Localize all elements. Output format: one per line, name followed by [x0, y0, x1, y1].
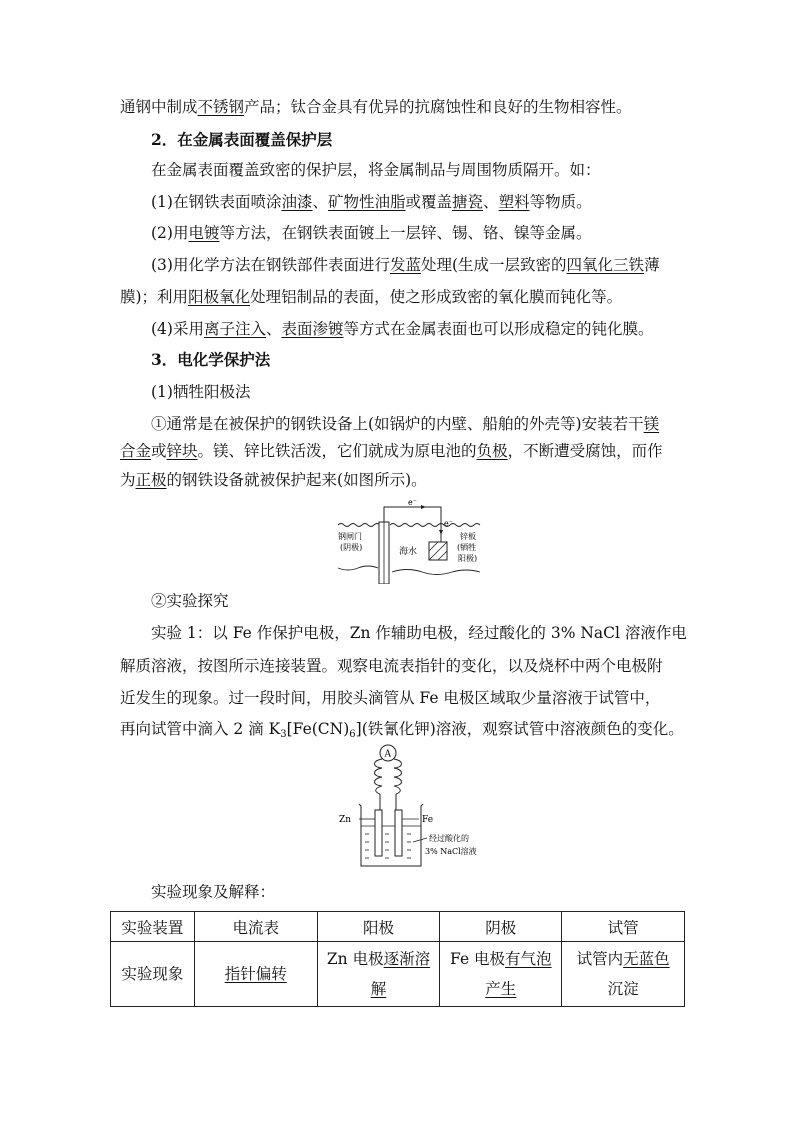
- underlined-term: 搪瓷: [452, 193, 484, 211]
- row-label: 实验现象: [111, 942, 195, 1007]
- subsection-heading: (1)牺牲阳极法: [151, 383, 251, 401]
- underlined-term: 塑料: [498, 193, 530, 211]
- text: (3)用化学方法在钢铁部件表面进行: [151, 256, 390, 274]
- electron-label: e⁻: [444, 519, 453, 528]
- text: (4)采用: [151, 320, 204, 338]
- text: 等方法，在钢铁表面镀上一层锌、锡、铬、镍等金属。: [219, 224, 592, 242]
- table-cell: [317, 942, 440, 1007]
- text: (2)用: [151, 224, 189, 242]
- table-cell: [440, 942, 562, 1007]
- paragraph-line: 在金属表面覆盖致密的保护层，将金属制品与周围物质隔开。如：: [151, 161, 601, 179]
- text: 、: [483, 193, 499, 211]
- text: 或: [151, 442, 167, 460]
- table-row: [111, 942, 685, 1007]
- table-header: 试管: [562, 912, 685, 942]
- underlined-term: 指针偏转: [224, 965, 287, 983]
- text: 处理(生成一层致密的: [420, 256, 567, 274]
- paragraph-line: [151, 319, 654, 339]
- gate-label: (阴极): [340, 543, 363, 552]
- paragraph-line: [120, 287, 622, 307]
- underlined-term: 矿物性油脂: [328, 193, 406, 211]
- section-heading: 3．电化学保护法: [151, 350, 271, 369]
- subscript: 6: [349, 729, 356, 740]
- text: 、: [265, 320, 282, 338]
- electron-label: e⁻: [408, 498, 417, 507]
- paragraph-line: [120, 97, 632, 117]
- fe-electrode-label: Fe: [422, 815, 434, 825]
- subsection-heading: ②实验探究: [151, 592, 229, 610]
- underlined-term: 逐渐溶: [383, 950, 431, 968]
- paragraph-line: [120, 470, 427, 490]
- underlined-term: 电镀: [188, 224, 220, 242]
- underlined-term: 锌块: [166, 442, 198, 460]
- text: 通钢中制成: [120, 98, 198, 116]
- text: 试管内: [576, 950, 624, 968]
- underlined-term: 解: [370, 980, 387, 998]
- paragraph-line: 实验 1：以 Fe 作保护电极，Zn 作辅助电极，经过酸化的 3% NaCl 溶液作电: [151, 624, 687, 642]
- underlined-term: 产生: [485, 980, 517, 998]
- underlined-term: 有气泡: [505, 950, 552, 968]
- text: Zn 电极: [326, 950, 384, 968]
- text: 或覆盖: [405, 193, 453, 211]
- text: (1)在钢铁表面喷涂: [151, 193, 282, 211]
- zinc-label: 阳极): [458, 554, 478, 563]
- table-header: 实验装置: [111, 912, 195, 942]
- subscript: 3: [280, 729, 287, 740]
- underlined-term: 离子注入: [203, 320, 266, 338]
- section-heading: 2．在金属表面覆盖保护层: [151, 130, 333, 149]
- text: Fe 电极: [450, 950, 506, 968]
- paragraph-line: [151, 414, 659, 434]
- text: ，不断遭受腐蚀，而作: [507, 442, 663, 460]
- gate-label: 钢闸门: [338, 532, 362, 541]
- underlined-term: 镁: [643, 415, 660, 433]
- paragraph-line: 近发生的现象。过一段时间，用胶头滴管从 Fe 电极区域取少量溶液于试管中，: [120, 689, 661, 707]
- underlined-term: 四氧化三铁: [566, 256, 645, 274]
- experiment-apparatus-figure: [337, 742, 492, 872]
- table-header: 阳极: [317, 912, 440, 942]
- text: 等方式在金属表面也可以形成稳定的钝化膜。: [343, 320, 654, 338]
- underlined-term: 不锈钢: [197, 98, 245, 116]
- text: 的钢铁设备就被保护起来(如图所示)。: [166, 471, 427, 489]
- paragraph-line: [151, 255, 660, 275]
- text: ①通常是在被保护的钢铁设备上(如锅炉的内壁、船舶的外壳等)安装若干: [151, 415, 644, 433]
- underlined-term: 发蓝: [389, 256, 421, 274]
- text: 处理铝制品的表面，使之形成致密的氧化膜而钝化等。: [250, 288, 623, 306]
- zinc-label: 锌板: [460, 532, 476, 541]
- text: 薄: [644, 256, 660, 274]
- table-cell: [194, 942, 317, 1007]
- results-table: [110, 911, 685, 1007]
- underlined-term: 无蓝色: [623, 950, 670, 968]
- zn-electrode-label: Zn: [339, 815, 352, 825]
- underlined-term: 负极: [476, 442, 508, 460]
- paragraph-line: [151, 192, 592, 212]
- seawater-label: 海水: [399, 547, 418, 557]
- underlined-term: 正极: [135, 471, 167, 489]
- table-cell: [562, 942, 685, 1007]
- paragraph-line: [120, 441, 663, 461]
- zinc-label: (牺牲: [457, 543, 477, 552]
- paragraph-line: [151, 223, 592, 243]
- text: 、: [312, 193, 328, 211]
- table-header: 阴极: [440, 912, 562, 942]
- ammeter-label: A: [384, 749, 391, 760]
- paragraph-line: 解质溶液，按图所示连接装置。观察电流表指针的变化，以及烧杯中两个电极附: [120, 657, 663, 675]
- text: 等物质。: [529, 193, 592, 211]
- text: [Fe(CN): [286, 720, 350, 738]
- text: 为: [120, 471, 136, 489]
- text: ](铁氰化钾)溶液，观察试管中溶液颜色的变化。: [355, 720, 684, 738]
- underlined-term: 阳极氧化: [188, 288, 251, 306]
- table-intro: 实验现象及解释：: [151, 883, 276, 901]
- underlined-term: 合金: [120, 442, 152, 460]
- table-header-row: [111, 912, 685, 942]
- underlined-term: 表面渗镀: [281, 320, 344, 338]
- solution-label: 经过酸化的: [429, 834, 469, 843]
- text: 。镁、锌比铁活泼，它们就成为原电池的: [197, 442, 477, 460]
- text: 再向试管中滴入 2 滴 K: [120, 720, 281, 738]
- text: 沉淀: [607, 980, 639, 998]
- sacrificial-anode-figure: [336, 498, 488, 584]
- table-header: 电流表: [194, 912, 317, 942]
- solution-label: 3% NaCl溶液: [425, 847, 477, 856]
- underlined-term: 油漆: [281, 193, 313, 211]
- text: 产品；钛合金具有优异的抗腐蚀性和良好的生物相容性。: [244, 98, 632, 116]
- text: 膜)；利用: [120, 288, 189, 306]
